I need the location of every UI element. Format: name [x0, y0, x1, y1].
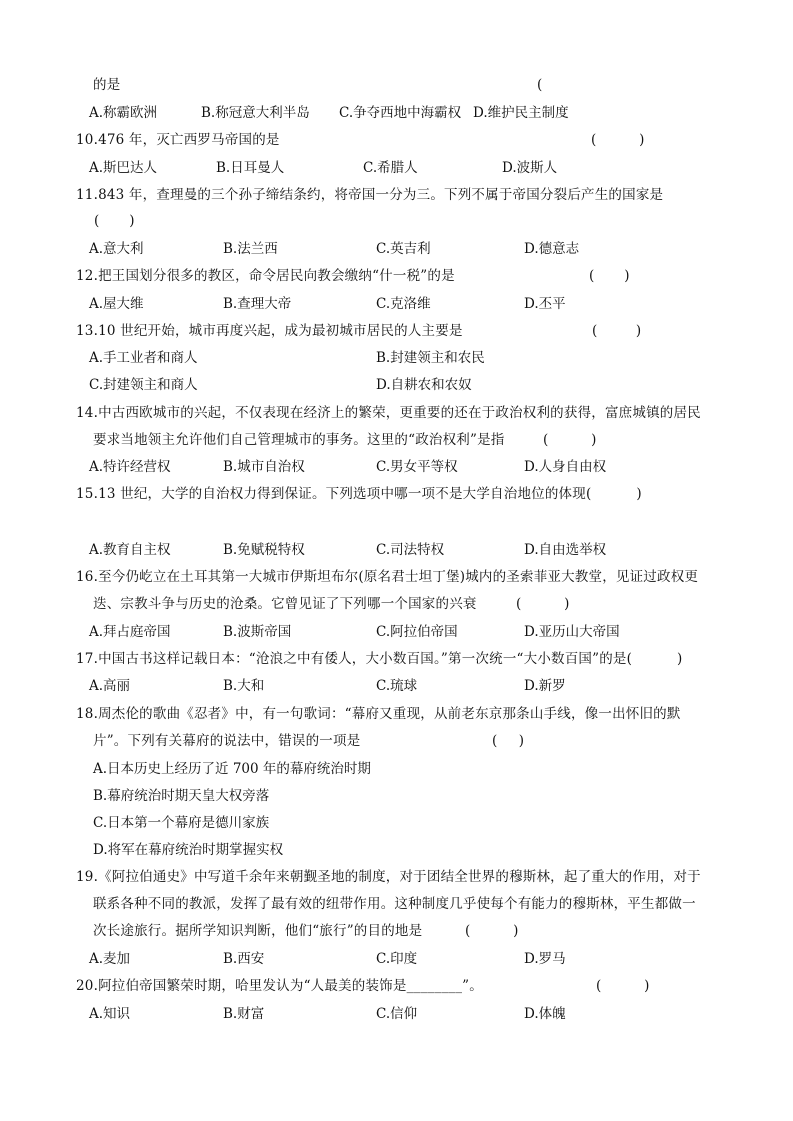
q18-option-d: D.将军在幕府统治时期掌握实权 [93, 842, 284, 858]
q11-option-a: A.意大利 [89, 241, 144, 257]
q19-stem-line-2: 联系各种不同的教派，发挥了最有效的纽带作用。这种制度几乎使每个有能力的穆斯林，平生都做一 [93, 896, 696, 912]
q19-option-d: D.罗马 [524, 951, 566, 967]
q13-option-c: C.封建领主和商人 [89, 377, 198, 393]
q13-option-a: A.手工业者和商人 [89, 350, 198, 366]
q19-option-b: B.西安 [223, 951, 265, 967]
q12-option-c: C.克洛维 [376, 296, 431, 312]
q13-answer-blank: ( ) [592, 323, 642, 339]
q15-option-b: B.免赋税特权 [223, 542, 305, 558]
q16-option-a: A.拜占庭帝国 [89, 624, 171, 640]
q15-option-c: C.司法特权 [376, 542, 445, 558]
q20-option-b: B.财富 [223, 1006, 265, 1022]
q10-answer-blank: ( ) [591, 132, 645, 148]
q12-answer-blank: ( ) [589, 268, 630, 284]
q12-option-d: D.丕平 [524, 296, 566, 312]
q9-option-d: D.维护民主制度 [473, 105, 569, 121]
q12-stem: 12.把王国划分很多的教区，命令居民向教会缴纳“什一税”的是 [76, 268, 455, 284]
q14-option-b: B.城市自治权 [223, 459, 305, 475]
q11-stem: 11.843 年，查理曼的三个孙子缔结条约，将帝国一分为三。下列不属于帝国分裂后产生的国家是 [76, 187, 664, 203]
q10-option-d: D.波斯人 [502, 160, 558, 176]
q15-option-d: D.自由选举权 [524, 542, 607, 558]
q10-option-b: B.日耳曼人 [216, 160, 285, 176]
q12-option-a: A.屋大维 [89, 296, 144, 312]
q13-option-d: D.自耕农和农奴 [376, 377, 472, 393]
q20-option-a: A.知识 [89, 1006, 131, 1022]
q9-option-a: A.称霸欧洲 [89, 105, 158, 121]
q18-option-b: B.幕府统治时期天皇大权旁落 [93, 788, 270, 804]
q19-stem-line-3: 次长途旅行。据所学知识判断，他们“旅行”的目的地是 [93, 923, 423, 939]
q18-option-c: C.日本第一个幕府是德川家族 [93, 815, 270, 831]
q17-option-a: A.高丽 [89, 678, 131, 694]
q18-stem-line-2: 片”。下列有关幕府的说法中，错误的一项是 [93, 733, 361, 749]
q9-stem-continuation: 的是 [93, 77, 121, 93]
q14-stem-line-1: 14.中古西欧城市的兴起，不仅表现在经济上的繁荣，更重要的还在于政治权利的获得，富庶城镇的居民 [76, 405, 701, 421]
q20-option-d: D.体魄 [524, 1006, 566, 1022]
q20-answer-blank: ( ) [596, 978, 650, 994]
q9-option-c: C.争夺西地中海霸权 [339, 105, 462, 121]
q11-option-d: D.德意志 [524, 241, 580, 257]
q11-answer-blank: ( ) [94, 213, 135, 229]
q12-option-b: B.查理大帝 [223, 296, 292, 312]
q15-stem: 15.13 世纪，大学的自治权力得到保证。下列选项中哪一项不是大学自治地位的体现( ) [76, 486, 642, 502]
q14-option-a: A.特许经营权 [89, 459, 171, 475]
q17-option-c: C.琉球 [376, 678, 418, 694]
q20-option-c: C.信仰 [376, 1006, 418, 1022]
q19-stem-line-1: 19.《阿拉伯通史》中写道千余年来朝觐圣地的制度，对于团结全世界的穆斯林，起了重大的作用，对于 [76, 869, 701, 885]
q18-stem-line-1: 18.周杰伦的歌曲《忍者》中，有一句歌词：“幕府又重现，从前老东京那条山手线，像一出怀旧的默 [76, 706, 681, 722]
q11-option-b: B.法兰西 [223, 241, 278, 257]
q10-stem: 10.476 年，灭亡西罗马帝国的是 [76, 132, 280, 148]
q13-stem: 13.10 世纪开始，城市再度兴起，成为最初城市居民的人主要是 [76, 323, 463, 339]
q18-answer-blank: ( ) [492, 733, 524, 749]
q14-answer-blank: ( ) [543, 432, 597, 448]
q16-option-b: B.波斯帝国 [223, 624, 292, 640]
q19-option-c: C.印度 [376, 951, 418, 967]
q16-option-d: D.亚历山大帝国 [524, 624, 620, 640]
q16-answer-blank: ( ) [516, 596, 570, 612]
q10-option-a: A.斯巴达人 [89, 160, 158, 176]
q16-stem-line-2: 迭、宗教斗争与历史的沧桑。它曾见证了下列哪一个国家的兴衰 [93, 596, 477, 612]
q14-option-c: C.男女平等权 [376, 459, 458, 475]
q13-option-b: B.封建领主和农民 [376, 350, 485, 366]
q20-stem: 20.阿拉伯帝国繁荣时期，哈里发认为“人最美的装饰是________”。 [76, 978, 483, 994]
q9-answer-blank: ( [537, 77, 543, 93]
q16-option-c: C.阿拉伯帝国 [376, 624, 458, 640]
q19-answer-blank: ( ) [465, 923, 519, 939]
q10-option-c: C.希腊人 [363, 160, 418, 176]
q18-option-a: A.日本历史上经历了近 700 年的幕府统治时期 [93, 761, 371, 777]
q17-stem: 17.中国古书这样记载日本：“沧浪之中有倭人，大小数百国。”第一次统一“大小数百国”的是( ) [76, 651, 683, 667]
q14-stem-line-2: 要求当地领主允许他们自己管理城市的事务。这里的“政治权利”是指 [93, 432, 505, 448]
q17-option-b: B.大和 [223, 678, 265, 694]
q16-stem-line-1: 16.至今仍屹立在土耳其第一大城市伊斯坦布尔(原名君士坦丁堡)城内的圣索菲亚大教堂，见证过政权更 [76, 569, 699, 585]
q9-option-b: B.称冠意大利半岛 [201, 105, 310, 121]
q11-option-c: C.英吉利 [376, 241, 431, 257]
q15-option-a: A.教育自主权 [89, 542, 171, 558]
q14-option-d: D.人身自由权 [524, 459, 607, 475]
q17-option-d: D.新罗 [524, 678, 566, 694]
q19-option-a: A.麦加 [89, 951, 131, 967]
